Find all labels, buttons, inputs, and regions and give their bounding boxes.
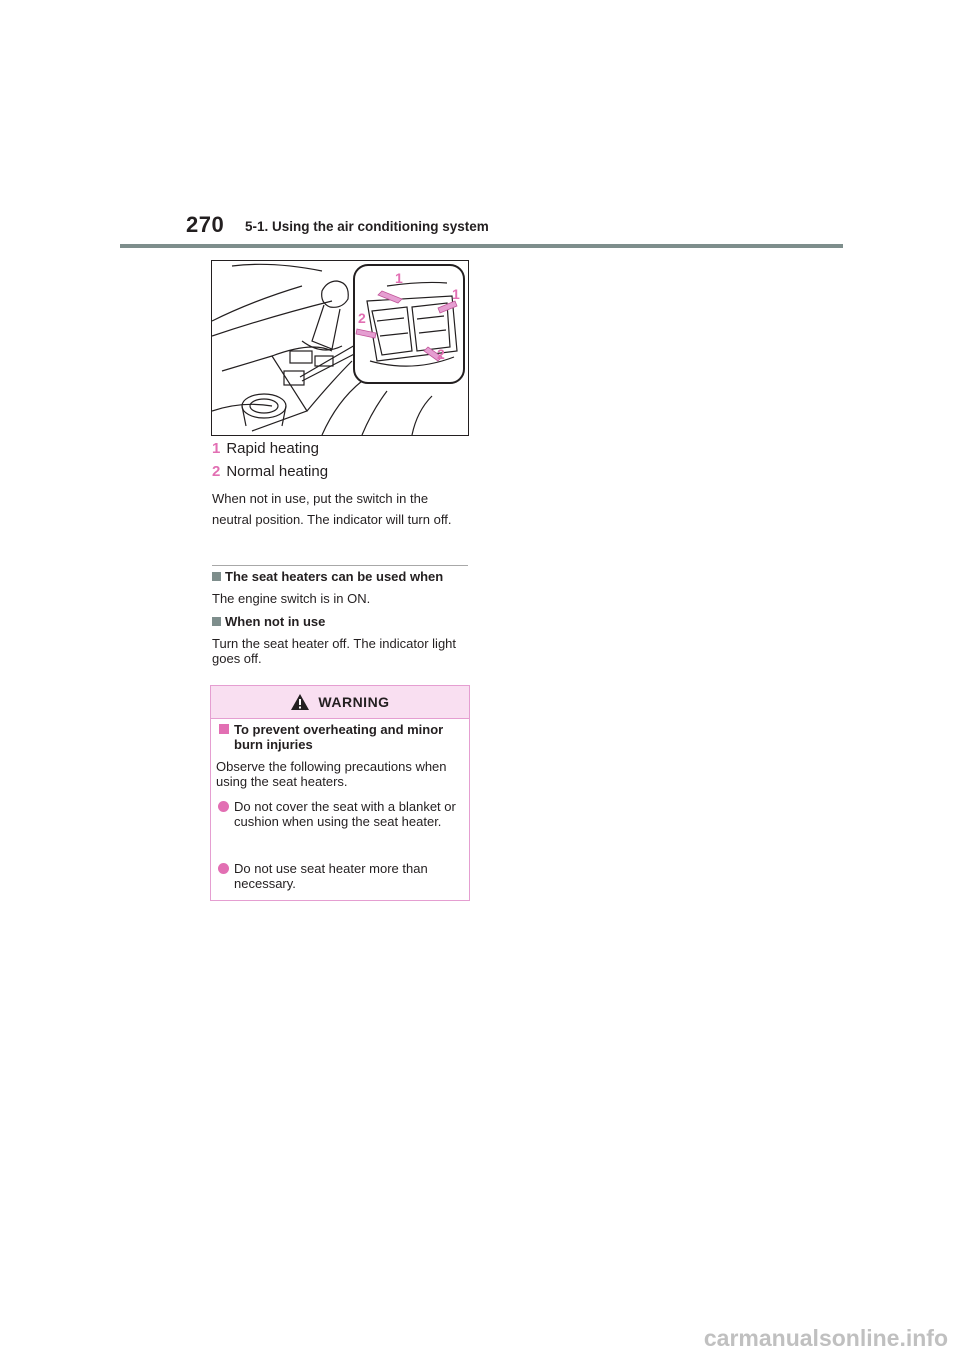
warning-bullet — [216, 799, 466, 829]
note-heading-text: The seat heaters can be used when — [225, 569, 444, 584]
warning-header — [211, 686, 469, 719]
legend-number: 1 — [212, 440, 221, 457]
note-heading-text: When not in use — [225, 614, 326, 629]
section-title: 5-1. Using the air conditioning system — [245, 219, 489, 234]
warning-heading — [216, 722, 466, 752]
square-bullet-icon — [212, 617, 221, 626]
header-rule — [120, 244, 843, 248]
round-bullet-icon — [218, 863, 229, 874]
round-bullet-icon — [218, 801, 229, 812]
warning-bullet — [216, 861, 466, 891]
callout-2-left: 2 — [358, 310, 366, 326]
page-number: 270 — [186, 212, 225, 237]
warning-box — [210, 685, 470, 901]
warning-bullet-text: Do not cover the seat with a blanket or cushion when using the seat heater. — [234, 799, 456, 829]
note-heading — [212, 569, 443, 584]
warning-text: Observe the following precautions when using the seat heaters. — [216, 759, 447, 789]
warning-triangle-icon — [290, 693, 310, 711]
note-text: Turn the seat heater off. The indicator light goes off. — [212, 636, 457, 666]
square-bullet-icon — [219, 724, 229, 734]
warning-heading-text: To prevent overheating and minor burn injuries — [234, 722, 444, 752]
note-text: The engine switch is in ON. — [212, 591, 371, 606]
callout-1-right: 1 — [452, 286, 460, 302]
square-bullet-icon — [212, 572, 221, 581]
legend-label: Normal heating — [226, 463, 329, 480]
section-divider — [212, 565, 468, 566]
seat-heater-switch-illustration — [211, 260, 469, 436]
console-drawing — [212, 261, 468, 435]
watermark: carmanualsonline.info — [703, 1325, 948, 1351]
note-heading — [212, 614, 325, 629]
warning-title: WARNING — [318, 694, 390, 710]
legend-item-rapid-heating — [212, 440, 472, 457]
legend-number: 2 — [212, 463, 221, 480]
warning-bullet-text: Do not use seat heater more than necessary. — [234, 861, 428, 891]
callout-2-bottom: 2 — [437, 346, 445, 362]
legend-label: Rapid heating — [226, 440, 319, 457]
intro-paragraph: When not in use, put the switch in the neutral position. The indicator will turn off. — [212, 491, 452, 527]
legend-item-normal-heating — [212, 463, 472, 480]
callout-1-top: 1 — [395, 270, 403, 286]
